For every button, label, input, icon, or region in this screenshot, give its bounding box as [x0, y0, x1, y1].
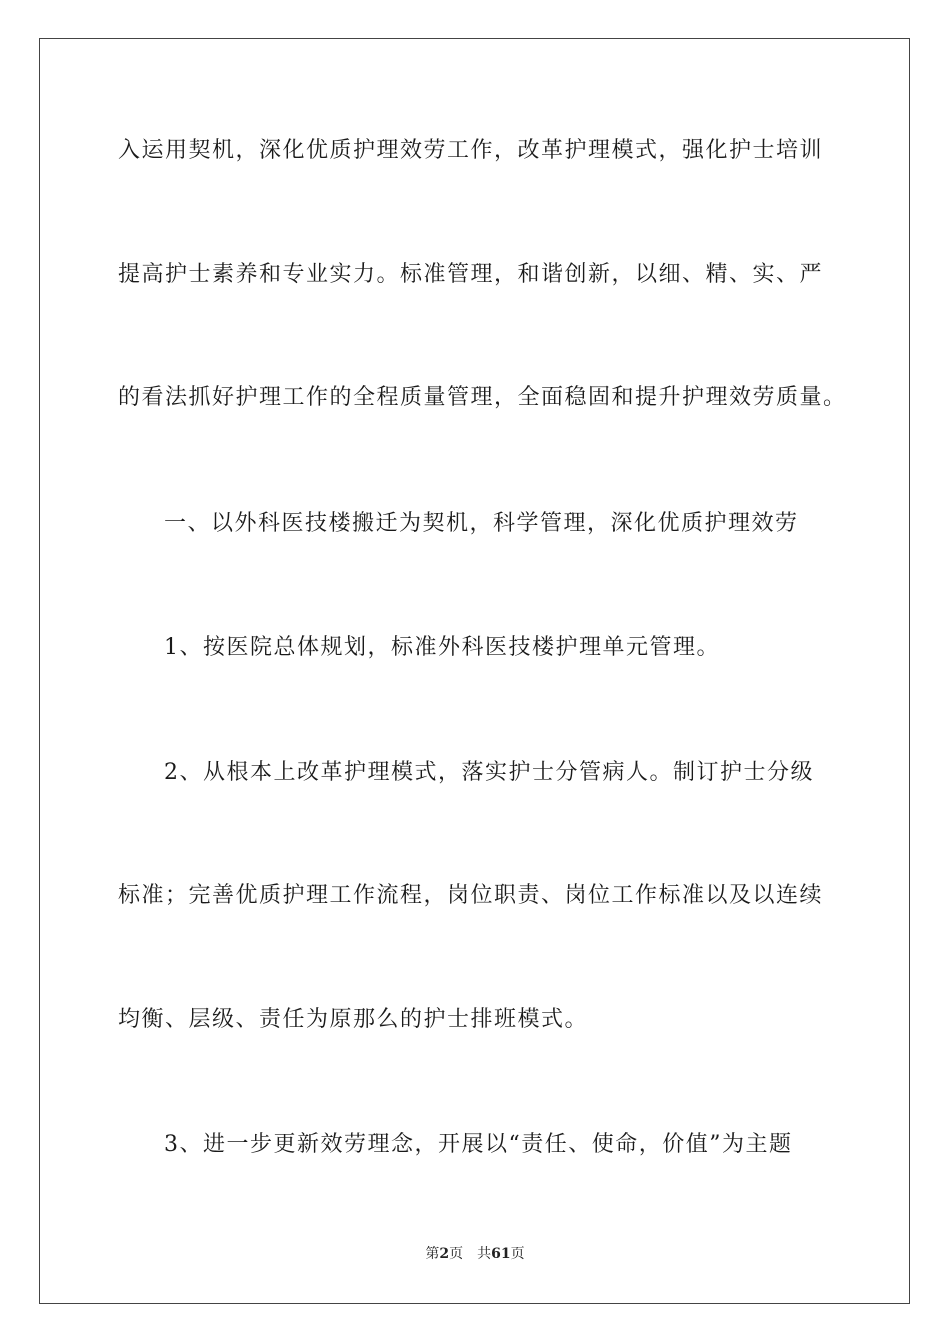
total-pages: 61 [491, 1246, 511, 1262]
body-line-2: 提高护士素养和专业实力。标准管理，和谐创新，以细、精、实、严 [118, 262, 824, 287]
page-suffix: 页 [449, 1246, 464, 1262]
total-suffix: 页 [510, 1246, 525, 1262]
list-item-3: 3、进一步更新效劳理念，开展以“责任、使命，价值”为主题 [164, 1132, 793, 1157]
body-line-8: 均衡、层级、责任为原那么的护士排班模式。 [118, 1007, 589, 1032]
body-line-7: 标准；完善优质护理工作流程，岗位职责、岗位工作标准以及以连续 [118, 883, 824, 908]
page-border [39, 38, 910, 1304]
page-prefix: 第 [425, 1246, 440, 1262]
section-heading: 一、以外科医技楼搬迁为契机，科学管理，深化优质护理效劳 [164, 511, 799, 536]
total-prefix: 共 [477, 1246, 492, 1262]
page-footer [0, 1244, 950, 1264]
page-number: 2 [439, 1246, 450, 1262]
body-line-1: 入运用契机，深化优质护理效劳工作，改革护理模式，强化护士培训 [118, 138, 824, 163]
body-line-3: 的看法抓好护理工作的全程质量管理，全面稳固和提升护理效劳质量。 [118, 385, 847, 410]
list-item-1: 1、按医院总体规划，标准外科医技楼护理单元管理。 [164, 635, 720, 660]
list-item-2: 2、从根本上改革护理模式，落实护士分管病人。制订护士分级 [164, 760, 814, 785]
